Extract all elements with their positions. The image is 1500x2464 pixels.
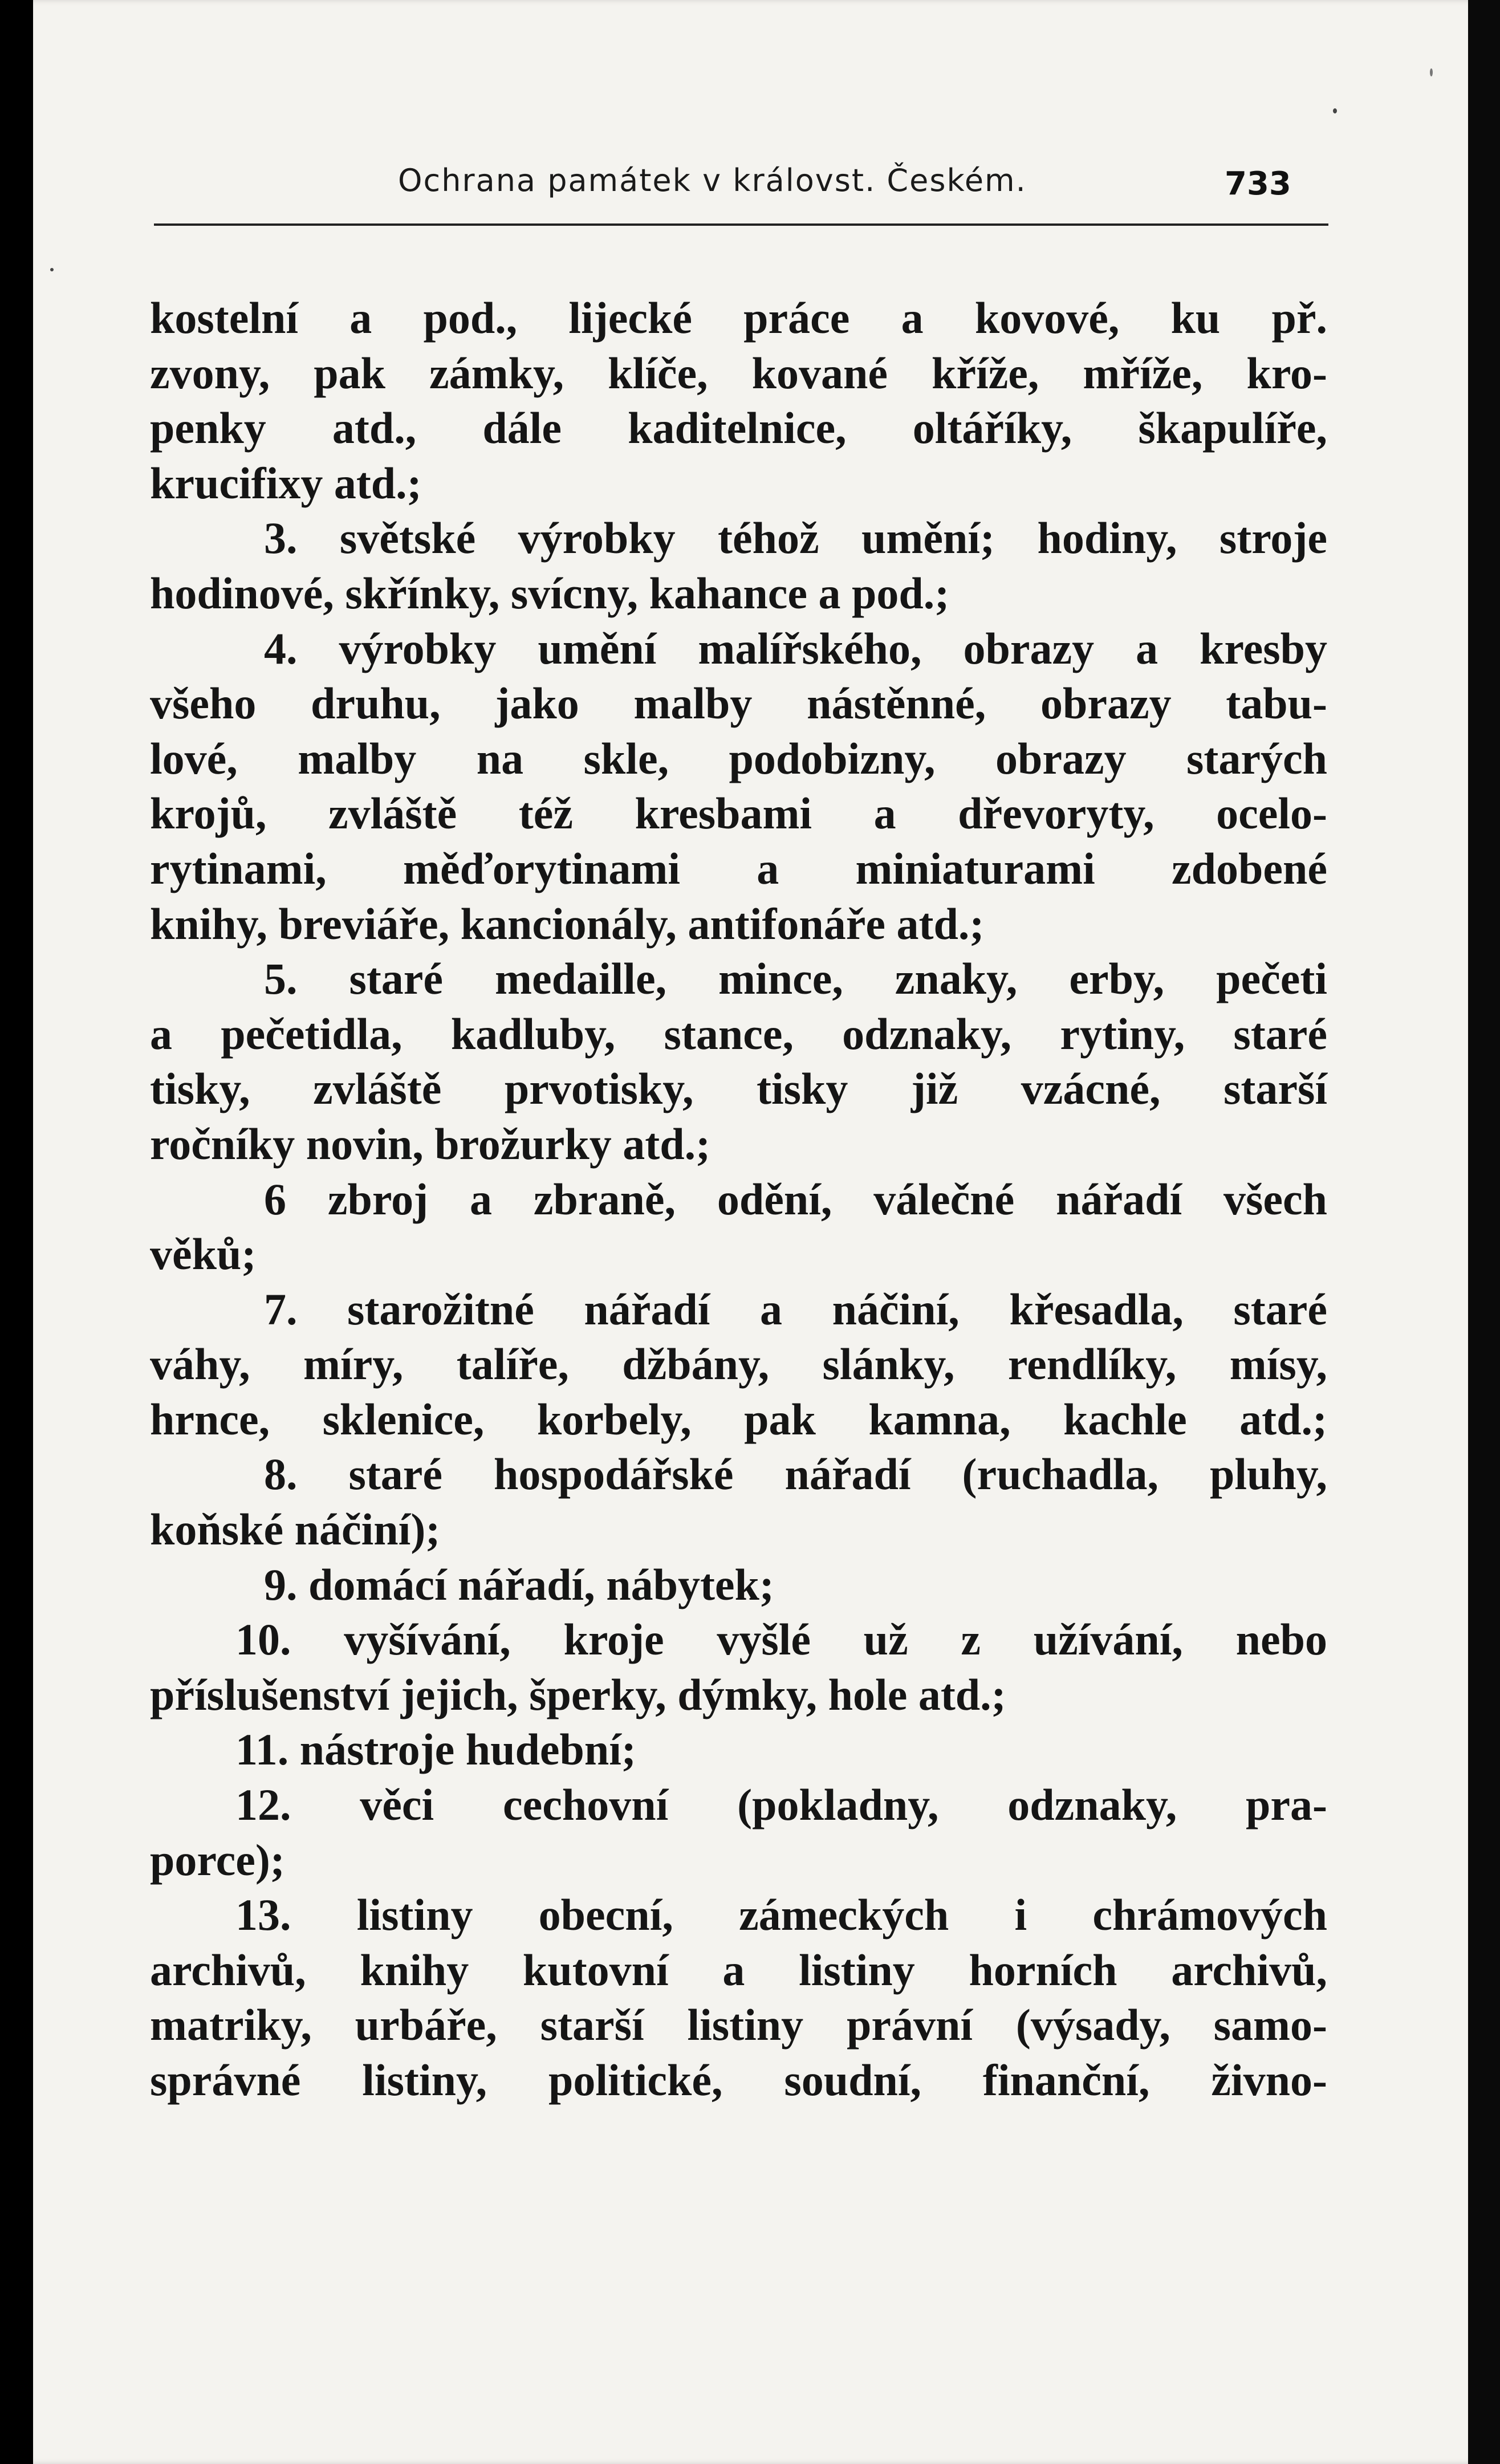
text-line: 9. domácí nářadí, nábytek; [264, 1559, 774, 1609]
text-line: kostelní a pod., lijecké práce a kovové, ku př. [150, 293, 1327, 343]
paper-speck [1333, 108, 1337, 113]
header-rule [154, 223, 1328, 226]
text-line: 11. nástroje hudební; [235, 1725, 636, 1775]
text-line: příslušenství jejich, šperky, dýmky, hole atd.; [150, 1669, 1006, 1719]
text-line: 12. věci cechovní (pokladny, odznaky, pra- [235, 1780, 1327, 1830]
text-line: 5. staré medaille, mince, znaky, erby, pečeti [264, 954, 1327, 1004]
text-line: 3. světské výrobky téhož umění; hodiny, stroje [264, 513, 1327, 563]
text-line: krojů, zvláště též kresbami a dřevoryty, ocelo- [150, 788, 1327, 839]
text-line: archivů, knihy kutovní a listiny horních archivů, [150, 1945, 1327, 1995]
text-line: 8. staré hospodářské nářadí (ruchadla, pluhy, [264, 1449, 1327, 1499]
text-line: 7. starožitné nářadí a náčiní, křesadla, staré [264, 1284, 1327, 1334]
text-line: krucifixy atd.; [150, 458, 422, 508]
text-line: koňské náčiní); [150, 1505, 441, 1555]
text-line: všeho druhu, jako malby nástěnné, obrazy tabu- [150, 678, 1327, 729]
text-line: penky atd., dále kaditelnice, oltáříky, škapulíře, [150, 403, 1327, 453]
text-line: a pečetidla, kadluby, stance, odznaky, rytiny, staré [150, 1009, 1327, 1059]
text-line: správné listiny, politické, soudní, finanční, živno- [150, 2055, 1327, 2105]
paper-speck [50, 268, 54, 271]
text-line: hrnce, sklenice, korbely, pak kamna, kachle atd.; [150, 1394, 1327, 1444]
text-line: hodinové, skřínky, svícny, kahance a pod.; [150, 568, 950, 618]
text-line: věků; [150, 1229, 257, 1279]
text-line: tisky, zvláště prvotisky, tisky již vzácné, starší [150, 1064, 1327, 1114]
paper-speck [1430, 68, 1433, 76]
running-header: Ochrana památek v královst. Českém. [398, 162, 1027, 198]
book-page [33, 0, 1475, 2464]
text-line: 10. vyšívání, kroje vyšlé už z užívání, nebo [235, 1615, 1327, 1665]
page-number: 733 [1225, 165, 1291, 202]
scan-edge [1468, 0, 1500, 2464]
text-line: 13. listiny obecní, zámeckých i chrámových [235, 1890, 1327, 1940]
page-body-text [150, 291, 1327, 2108]
text-line: zvony, pak zámky, klíče, kované kříže, mříže, kro- [150, 348, 1327, 398]
text-line: matriky, urbáře, starší listiny právní (výsady, samo- [150, 2000, 1327, 2050]
text-line: váhy, míry, talíře, džbány, slánky, rendlíky, mísy, [150, 1339, 1327, 1389]
text-line: knihy, breviáře, kancionály, antifonáře atd.; [150, 898, 985, 949]
text-line: ročníky novin, brožurky atd.; [150, 1119, 711, 1169]
text-line: 6 zbroj a zbraně, odění, válečné nářadí všech [264, 1174, 1327, 1224]
text-line: lové, malby na skle, podobizny, obrazy starých [150, 733, 1327, 783]
text-line: porce); [150, 1835, 285, 1885]
text-line: 4. výrobky umění malířského, obrazy a kresby [264, 623, 1327, 673]
text-line: rytinami, měďorytinami a miniaturami zdobené [150, 843, 1327, 893]
